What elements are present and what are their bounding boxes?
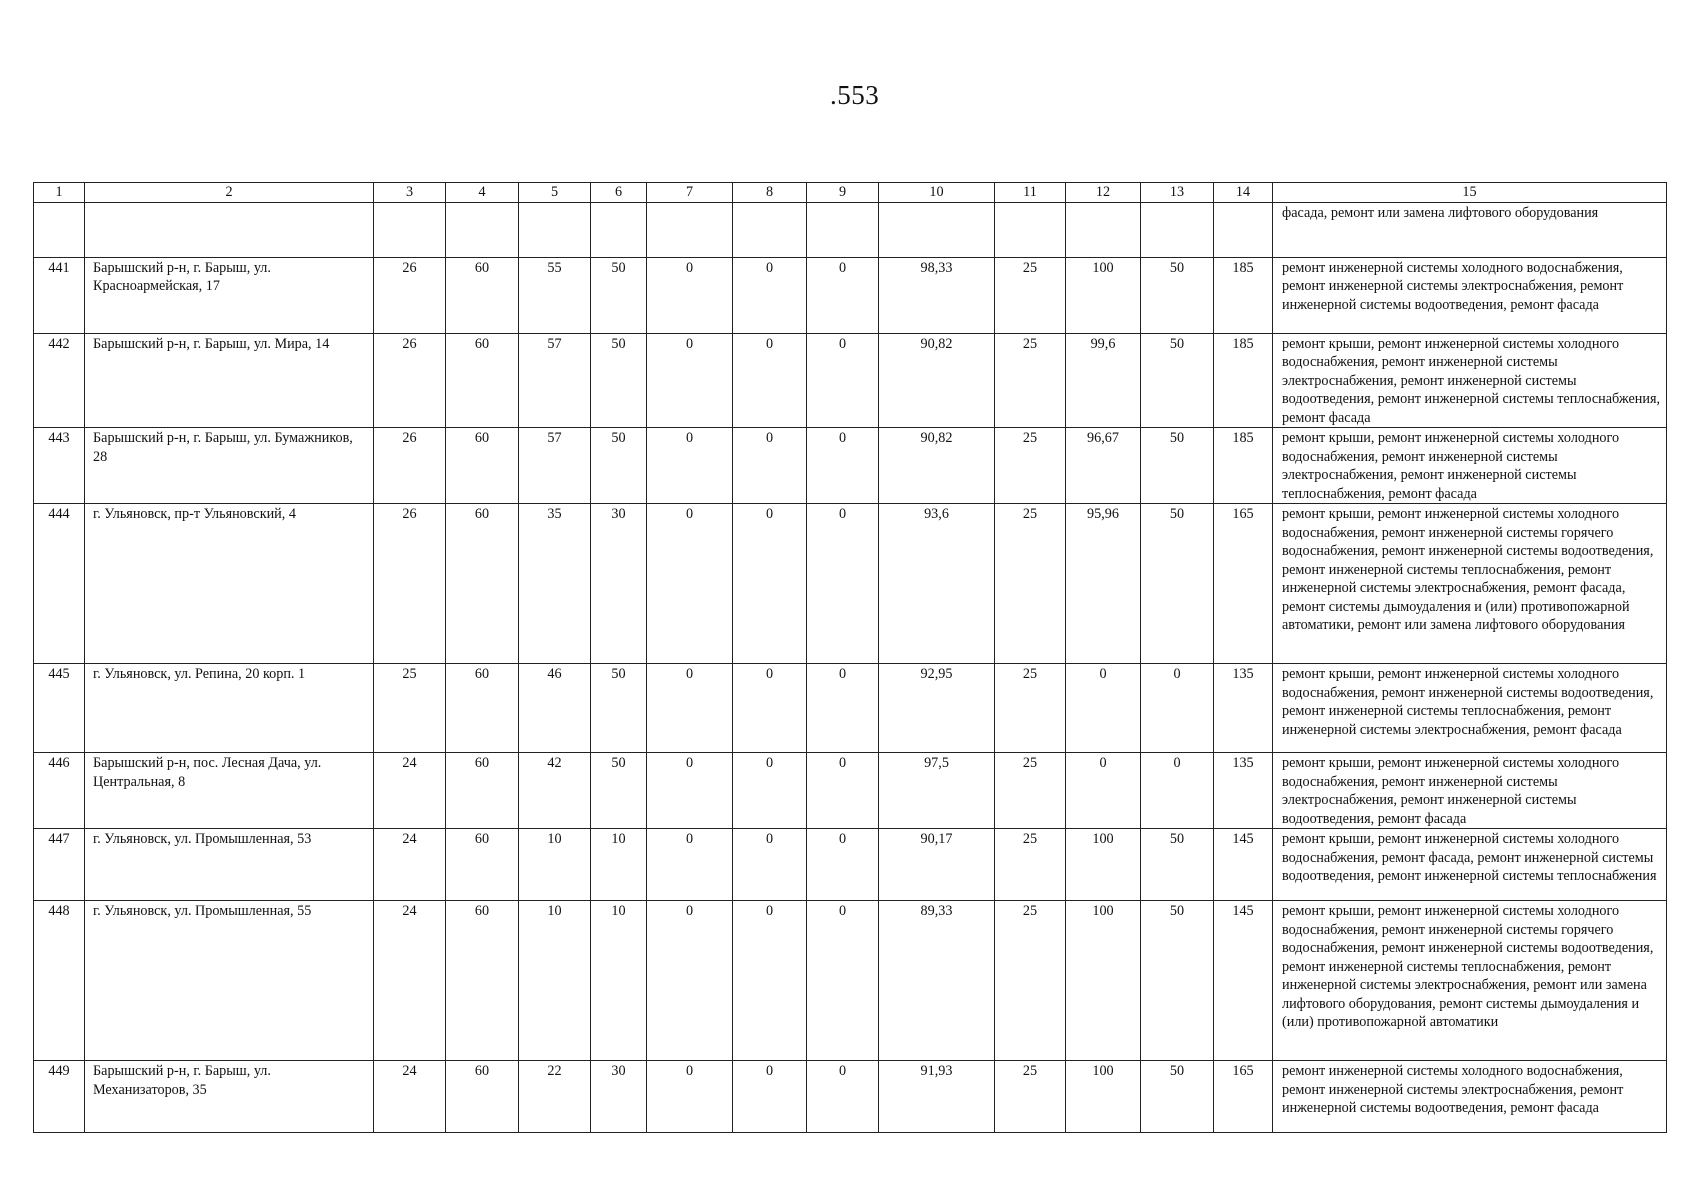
value-cell-col-9: 0 <box>807 829 879 901</box>
value-cell-col-3: 26 <box>374 428 446 504</box>
column-header-11: 11 <box>995 183 1066 203</box>
value-cell-col-3: 24 <box>374 829 446 901</box>
column-header-6: 6 <box>591 183 647 203</box>
value-cell-col-12: 99,6 <box>1066 333 1141 428</box>
table-row <box>34 428 1667 504</box>
works-cell: ремонт крыши, ремонт инженерной системы холодного водоснабжения, ремонт фасада, ремонт инженерной системы водоотведения, ремонт инженерной системы теплоснабжения <box>1273 829 1667 901</box>
works-cell: ремонт крыши, ремонт инженерной системы холодного водоснабжения, ремонт инженерной системы электроснабжения, ремонт инженерной системы теплоснабжения, ремонт фасада <box>1273 428 1667 504</box>
column-header-3: 3 <box>374 183 446 203</box>
address-cell: Барышский р-н, г. Барыш, ул. Бумажников, 28 <box>85 428 374 504</box>
value-cell-col-11: 25 <box>995 753 1066 829</box>
value-cell-col-11: 25 <box>995 504 1066 664</box>
value-cell-col-7: 0 <box>647 829 733 901</box>
value-cell-col-9: 0 <box>807 333 879 428</box>
value-cell-col-13: 50 <box>1141 257 1214 333</box>
value-cell-col-12: 0 <box>1066 753 1141 829</box>
value-cell-col-12: 100 <box>1066 901 1141 1061</box>
address-cell: г. Ульяновск, ул. Промышленная, 53 <box>85 829 374 901</box>
value-cell-col-10: 92,95 <box>879 664 995 753</box>
value-cell-col-14: 185 <box>1214 428 1273 504</box>
value-cell-col-14: 145 <box>1214 901 1273 1061</box>
value-cell-col-9: 0 <box>807 257 879 333</box>
works-cell: ремонт крыши, ремонт инженерной системы холодного водоснабжения, ремонт инженерной системы водоотведения, ремонт инженерной системы теплоснабжения, ремонт инженерной системы электроснабжения, ремонт фасада <box>1273 664 1667 753</box>
works-cell: ремонт крыши, ремонт инженерной системы холодного водоснабжения, ремонт инженерной системы горячего водоснабжения, ремонт инженерной системы водоотведения, ремонт инженерной системы теплоснабжения, ремонт инженерной системы электроснабжения, ремонт фасада, ремонт системы дымоудаления и (или) противопожарной автоматики, ремонт или замена лифтового оборудования <box>1273 504 1667 664</box>
value-cell-col-11: 25 <box>995 257 1066 333</box>
table-row <box>34 753 1667 829</box>
value-cell-col-10: 89,33 <box>879 901 995 1061</box>
value-cell-col-11: 25 <box>995 901 1066 1061</box>
value-cell-col-6: 10 <box>591 829 647 901</box>
row-number-cell: 448 <box>34 901 85 1061</box>
value-cell-col-5: 10 <box>519 829 591 901</box>
value-cell-col-14: 165 <box>1214 504 1273 664</box>
value-cell-col-4: 60 <box>446 664 519 753</box>
value-cell-col-7: 0 <box>647 504 733 664</box>
value-cell-col-7: 0 <box>647 428 733 504</box>
works-cell: ремонт крыши, ремонт инженерной системы холодного водоснабжения, ремонт инженерной системы горячего водоснабжения, ремонт инженерной системы водоотведения, ремонт инженерной системы теплоснабжения, ремонт инженерной системы электроснабжения, ремонт или замена лифтового оборудования, ремонт системы дымоудаления и (или) противопожарной автоматики <box>1273 901 1667 1061</box>
value-cell-col-9: 0 <box>807 753 879 829</box>
value-cell-col-4: 60 <box>446 901 519 1061</box>
column-header-10: 10 <box>879 183 995 203</box>
value-cell-col-9: 0 <box>807 504 879 664</box>
value-cell-col-11: 25 <box>995 1061 1066 1133</box>
table-row <box>34 1061 1667 1133</box>
value-cell-col-12: 100 <box>1066 829 1141 901</box>
value-cell-col-8: 0 <box>733 333 807 428</box>
header-row <box>34 183 1667 203</box>
value-cell-col-14: 135 <box>1214 664 1273 753</box>
address-cell: Барышский р-н, пос. Лесная Дача, ул. Центральная, 8 <box>85 753 374 829</box>
value-cell-col-3: 26 <box>374 333 446 428</box>
row-number-cell: 446 <box>34 753 85 829</box>
works-cell: ремонт крыши, ремонт инженерной системы холодного водоснабжения, ремонт инженерной системы электроснабжения, ремонт инженерной системы водоотведения, ремонт инженерной системы теплоснабжения, ремонт фасада <box>1273 333 1667 428</box>
value-cell-col-11: 25 <box>995 428 1066 504</box>
value-cell-col-5: 35 <box>519 504 591 664</box>
value-cell-col-4: 60 <box>446 829 519 901</box>
value-cell-col-4: 60 <box>446 504 519 664</box>
column-header-14: 14 <box>1214 183 1273 203</box>
works-cell: ремонт крыши, ремонт инженерной системы холодного водоснабжения, ремонт инженерной системы электроснабжения, ремонт инженерной системы водоотведения, ремонт фасада <box>1273 753 1667 829</box>
value-cell-col-8: 0 <box>733 257 807 333</box>
column-header-8: 8 <box>733 183 807 203</box>
value-cell-col-14: 185 <box>1214 257 1273 333</box>
value-cell-col-14: 165 <box>1214 1061 1273 1133</box>
value-cell-col-13: 50 <box>1141 829 1214 901</box>
value-cell-col-8: 0 <box>733 829 807 901</box>
value-cell-col-9: 0 <box>807 664 879 753</box>
value-cell-col-10: 90,17 <box>879 829 995 901</box>
row-number-cell: 447 <box>34 829 85 901</box>
value-cell-col-6: 50 <box>591 257 647 333</box>
value-cell-col-14: 145 <box>1214 829 1273 901</box>
value-cell-col-8: 0 <box>733 1061 807 1133</box>
address-cell: г. Ульяновск, пр-т Ульяновский, 4 <box>85 504 374 664</box>
value-cell-col-6: 50 <box>591 753 647 829</box>
table-row <box>34 504 1667 664</box>
continuation-cell-2 <box>85 202 374 257</box>
value-cell-col-3: 24 <box>374 901 446 1061</box>
value-cell-col-7: 0 <box>647 901 733 1061</box>
value-cell-col-12: 100 <box>1066 1061 1141 1133</box>
value-cell-col-14: 185 <box>1214 333 1273 428</box>
value-cell-col-5: 46 <box>519 664 591 753</box>
value-cell-col-5: 57 <box>519 333 591 428</box>
value-cell-col-5: 10 <box>519 901 591 1061</box>
value-cell-col-13: 0 <box>1141 664 1214 753</box>
column-header-5: 5 <box>519 183 591 203</box>
row-number-cell: 442 <box>34 333 85 428</box>
column-header-9: 9 <box>807 183 879 203</box>
value-cell-col-12: 100 <box>1066 257 1141 333</box>
value-cell-col-8: 0 <box>733 428 807 504</box>
value-cell-col-3: 26 <box>374 257 446 333</box>
value-cell-col-4: 60 <box>446 753 519 829</box>
value-cell-col-10: 90,82 <box>879 333 995 428</box>
column-header-1: 1 <box>34 183 85 203</box>
value-cell-col-11: 25 <box>995 333 1066 428</box>
value-cell-col-10: 98,33 <box>879 257 995 333</box>
value-cell-col-13: 50 <box>1141 1061 1214 1133</box>
value-cell-col-10: 90,82 <box>879 428 995 504</box>
value-cell-col-5: 42 <box>519 753 591 829</box>
row-number-cell: 443 <box>34 428 85 504</box>
value-cell-col-11: 25 <box>995 664 1066 753</box>
address-cell: г. Ульяновск, ул. Репина, 20 корп. 1 <box>85 664 374 753</box>
address-cell: г. Ульяновск, ул. Промышленная, 55 <box>85 901 374 1061</box>
value-cell-col-7: 0 <box>647 753 733 829</box>
value-cell-col-10: 97,5 <box>879 753 995 829</box>
works-cell: ремонт инженерной системы холодного водоснабжения, ремонт инженерной системы электроснабжения, ремонт инженерной системы водоотведения, ремонт фасада <box>1273 257 1667 333</box>
value-cell-col-14: 135 <box>1214 753 1273 829</box>
value-cell-col-3: 25 <box>374 664 446 753</box>
value-cell-col-6: 30 <box>591 504 647 664</box>
value-cell-col-5: 22 <box>519 1061 591 1133</box>
register-table <box>33 182 1667 1133</box>
column-header-2: 2 <box>85 183 374 203</box>
value-cell-col-5: 57 <box>519 428 591 504</box>
value-cell-col-6: 30 <box>591 1061 647 1133</box>
value-cell-col-9: 0 <box>807 428 879 504</box>
value-cell-col-7: 0 <box>647 1061 733 1133</box>
value-cell-col-8: 0 <box>733 504 807 664</box>
works-cell: ремонт инженерной системы холодного водоснабжения, ремонт инженерной системы электроснабжения, ремонт инженерной системы водоотведения, ремонт фасада <box>1273 1061 1667 1133</box>
value-cell-col-9: 0 <box>807 1061 879 1133</box>
value-cell-col-13: 50 <box>1141 504 1214 664</box>
row-number-cell: 445 <box>34 664 85 753</box>
value-cell-col-6: 10 <box>591 901 647 1061</box>
value-cell-col-3: 24 <box>374 753 446 829</box>
value-cell-col-12: 95,96 <box>1066 504 1141 664</box>
column-header-13: 13 <box>1141 183 1214 203</box>
value-cell-col-6: 50 <box>591 333 647 428</box>
column-header-15: 15 <box>1273 183 1667 203</box>
value-cell-col-3: 24 <box>374 1061 446 1133</box>
value-cell-col-7: 0 <box>647 257 733 333</box>
value-cell-col-10: 91,93 <box>879 1061 995 1133</box>
value-cell-col-8: 0 <box>733 901 807 1061</box>
value-cell-col-10: 93,6 <box>879 504 995 664</box>
table-row <box>34 901 1667 1061</box>
value-cell-col-4: 60 <box>446 428 519 504</box>
row-number-cell: 449 <box>34 1061 85 1133</box>
value-cell-col-8: 0 <box>733 664 807 753</box>
value-cell-col-11: 25 <box>995 829 1066 901</box>
table-row <box>34 333 1667 428</box>
value-cell-col-7: 0 <box>647 333 733 428</box>
value-cell-col-3: 26 <box>374 504 446 664</box>
value-cell-col-8: 0 <box>733 753 807 829</box>
value-cell-col-13: 0 <box>1141 753 1214 829</box>
continuation-row <box>34 202 1667 257</box>
address-cell: Барышский р-н, г. Барыш, ул. Красноармейская, 17 <box>85 257 374 333</box>
value-cell-col-6: 50 <box>591 664 647 753</box>
page-number: .553 <box>830 80 880 110</box>
table-row <box>34 257 1667 333</box>
value-cell-col-6: 50 <box>591 428 647 504</box>
value-cell-col-12: 0 <box>1066 664 1141 753</box>
table-row <box>34 829 1667 901</box>
row-number-cell: 441 <box>34 257 85 333</box>
value-cell-col-4: 60 <box>446 333 519 428</box>
continuation-works-cell: фасада, ремонт или замена лифтового оборудования <box>1273 202 1667 257</box>
value-cell-col-13: 50 <box>1141 901 1214 1061</box>
value-cell-col-9: 0 <box>807 901 879 1061</box>
value-cell-col-4: 60 <box>446 1061 519 1133</box>
table-row <box>34 664 1667 753</box>
address-cell: Барышский р-н, г. Барыш, ул. Механизаторов, 35 <box>85 1061 374 1133</box>
value-cell-col-13: 50 <box>1141 428 1214 504</box>
column-header-12: 12 <box>1066 183 1141 203</box>
value-cell-col-7: 0 <box>647 664 733 753</box>
continuation-cell-1 <box>34 202 85 257</box>
column-header-7: 7 <box>647 183 733 203</box>
value-cell-col-12: 96,67 <box>1066 428 1141 504</box>
column-header-4: 4 <box>446 183 519 203</box>
address-cell: Барышский р-н, г. Барыш, ул. Мира, 14 <box>85 333 374 428</box>
row-number-cell: 444 <box>34 504 85 664</box>
value-cell-col-5: 55 <box>519 257 591 333</box>
value-cell-col-13: 50 <box>1141 333 1214 428</box>
value-cell-col-4: 60 <box>446 257 519 333</box>
